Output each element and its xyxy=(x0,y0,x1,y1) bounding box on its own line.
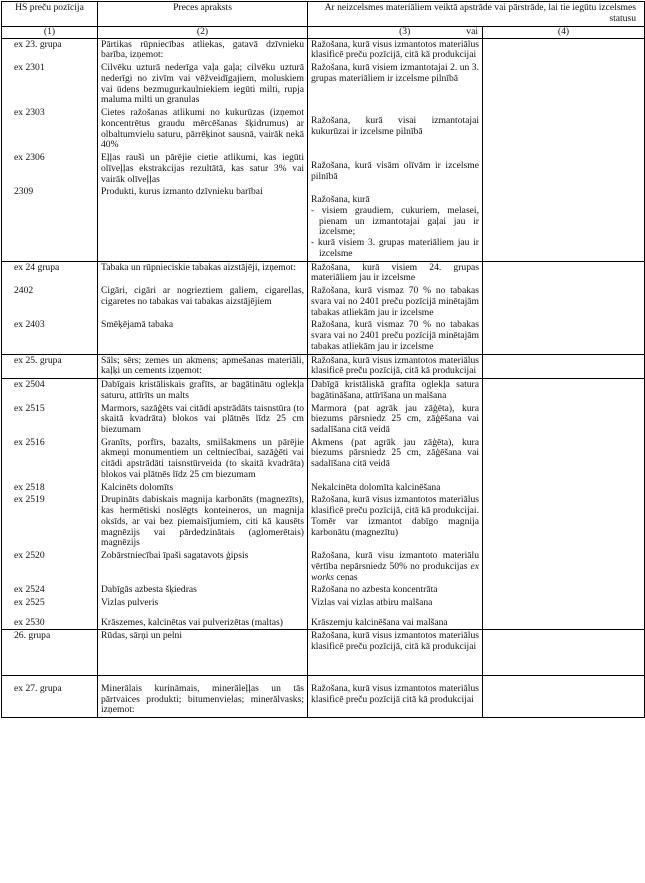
alternative-rule xyxy=(483,610,645,630)
processing-rule xyxy=(308,107,483,152)
processing-rule-item: - kurā visiem 3. grupas materiāliem jau ir izcelsme xyxy=(311,237,479,259)
processing-rule xyxy=(308,186,483,261)
table-row xyxy=(2,285,645,319)
goods-description: Rūdas, sārņi un pelni xyxy=(98,630,308,675)
processing-rule: Ražošana, kurā vismaz 70 % no tabakas svara vai no 2401 preču pozīcijā minētajām tabakas atliekām jau ir izcelsme xyxy=(308,285,483,319)
processing-rule: Marmora (pat agrāk jau zāģēta), kura biezums pārsniedz 25 cm, zāģēšana vai sadalīšana citā veidā xyxy=(308,403,483,437)
processing-rule: Ražošana, kurā visus izmantotos materiālus klasificē preču pozīcijā, citā kā produkcijai xyxy=(308,354,483,378)
goods-description: Drupināts dabiskais magnija karbonāts (magnezīts), kas hermētiski noslēgts konteineros, un magnija oksīds, ar vai bez piemaisījumiem, citi kā kausēts magnēzijs vai pārdedzinātais (aglomerētais) magnēzijs xyxy=(98,494,308,550)
processing-rule: Dabīgā kristāliskā grafīta oglekļa satura bagātināšana, attīrīšana un malšana xyxy=(308,379,483,403)
processing-rule-text: Ražošana, kurā xyxy=(311,194,370,206)
processing-rule: Krāszemju kalcinēšana vai malšana xyxy=(308,610,483,630)
hs-code: ex 2530 xyxy=(2,610,98,630)
processing-rule-text: Ražošana, kurā visu izmantoto materiālu vērtība nepārsniedz 50% no produkcijas xyxy=(311,550,479,572)
alternative-rule xyxy=(483,261,645,285)
table-row xyxy=(2,379,645,403)
goods-description: Zobārstniecībai īpaši sagatavots ģipsis xyxy=(98,550,308,584)
hs-code: ex 2303 xyxy=(2,107,98,152)
alternative-rule xyxy=(483,584,645,597)
goods-description: Tabaka un rūpnieciskie tabakas aizstājēji, izņemot: xyxy=(98,261,308,285)
processing-rule: Ražošana, kurā visus izmantotos materiālus klasificē preču pozīcijā citā kā produkcijai xyxy=(308,675,483,717)
table-row xyxy=(2,675,645,717)
table-row xyxy=(2,186,645,261)
goods-description: Cietes ražošanas atlikumi no kukurūzas (izņemot koncentrētus graudu mērcēšanas šķidrumus) ar olbaltumvielu saturu, pārrēķinot sausnā, vairāk nekā 40% xyxy=(98,107,308,152)
hs-code: 2309 xyxy=(2,186,98,261)
hs-code: ex 2524 xyxy=(2,584,98,597)
table-row xyxy=(2,107,645,152)
table-row xyxy=(2,597,645,610)
processing-rule: Ražošana no azbesta koncentrāta xyxy=(308,584,483,597)
processing-rule: Ražošana, kurā visiem izmantotajai 2. un 3. grupas materiāliem ir izcelsme pilnībā xyxy=(308,62,483,107)
table-row xyxy=(2,437,645,482)
alternative-rule xyxy=(483,354,645,378)
processing-rule-text: Ražošana, kurā visām olīvām ir izcelsme pilnībā xyxy=(311,160,479,182)
processing-rule: Vizlas vai vizlas atbiru malšana xyxy=(308,597,483,610)
table-row xyxy=(2,38,645,62)
table-row xyxy=(2,403,645,437)
processing-rule-item: - visiem graudiem, cukuriem, melasei, pienam un izmantotajai gaļai jau ir izcelsme; xyxy=(311,205,479,238)
goods-description: Minerālais kurināmais, minerāleļļas un tās pārtvaices produkti; bitumenvielas; minerālvasks; izņemot: xyxy=(98,675,308,717)
processing-rule: Ražošana, kurā visus izmantotos materiālus klasificē preču pozīcijā, citā kā produkcijai. Tomēr var izmantot dabīgo magnija karbonātu (magnezītu) xyxy=(308,494,483,550)
table-row xyxy=(2,494,645,550)
alternative-rule xyxy=(483,630,645,675)
ex-works-term: ex works xyxy=(311,560,479,583)
alternative-rule xyxy=(483,379,645,403)
goods-description: Smēķējamā tabaka xyxy=(98,319,308,354)
hs-code: ex 27. grupa xyxy=(2,675,98,717)
table-row xyxy=(2,630,645,675)
goods-description: Marmors, sazāģēts vai citādi apstrādāts taisnstūra (to skaitā kvadrāta) blokos vai plātnēs līdz 25 cm biezumam xyxy=(98,403,308,437)
column-or-label: vai xyxy=(466,26,478,37)
table-row xyxy=(2,319,645,354)
alternative-rule xyxy=(483,152,645,186)
alternative-rule xyxy=(483,285,645,319)
table-row xyxy=(2,62,645,107)
hs-code: ex 24 grupa xyxy=(2,261,98,285)
goods-description: Sāls; sērs; zemes un akmens; apmešanas materiāli, kaļķi un cements izņemot: xyxy=(98,354,308,378)
goods-description: Cilvēku uzturā nederīga vaļa gaļa; cilvēku uzturā nederīgi no zivīm vai vēžveidīgajiem, moluskiem vai ūdens bezmugurkaulniekiem iegūti milti, rupja maluma milti un granulas xyxy=(98,62,308,107)
hs-code: ex 2301 xyxy=(2,62,98,107)
table-row xyxy=(2,261,645,285)
hs-code: ex 2518 xyxy=(2,482,98,495)
goods-description: Dabīgais kristāliskais grafīts, ar bagātinātu oglekļa saturu, attīrīts un malts xyxy=(98,379,308,403)
alternative-rule xyxy=(483,482,645,495)
goods-description: Eļļas rauši un pārējie cietie atlikumi, kas iegūti olīveļļas ekstrakcijas rezultātā, kas satur 3% vai vairāk olīveļļas xyxy=(98,152,308,186)
alternative-rule xyxy=(483,550,645,584)
processing-rule xyxy=(308,152,483,186)
hs-code: 2402 xyxy=(2,285,98,319)
goods-description: Granīts, porfīrs, bazalts, smilšakmens un pārējie akmeņi monumentiem un celtniecībai, sazāģēti vai citādi apstrādāti taisnstūrveida (to skaitā kvadrāta) blokos vai plātnēs līdz 25 cm biezumam xyxy=(98,437,308,482)
processing-rule xyxy=(308,550,483,584)
column-number-2: (2) xyxy=(98,27,308,39)
hs-code: ex 23. grupa xyxy=(2,38,98,62)
hs-code: ex 2525 xyxy=(2,597,98,610)
rules-of-origin-table xyxy=(1,1,645,718)
goods-description: Krāszemes, kalcinētas vai pulverizētas (maltas) xyxy=(98,610,308,630)
processing-rule: Akmens (pat agrāk jau zāģēta), kura biezums pārsniedz 25 cm, zāģēšana vai sadalīšana citā veidā xyxy=(308,437,483,482)
alternative-rule xyxy=(483,38,645,62)
hs-code: ex 2520 xyxy=(2,550,98,584)
alternative-rule xyxy=(483,403,645,437)
processing-rule: Ražošana, kurā visus izmantotos materiālus klasificē preču pozīcijā, citā kā produkcijai xyxy=(308,630,483,675)
processing-rule-text-end: cenas xyxy=(333,571,358,583)
header-goods-description: Preces apraksts xyxy=(98,2,308,27)
processing-rule: Ražošana, kurā vismaz 70 % no tabakas svara vai no 2401 preču pozīcijā minētajām tabakas atliekām jau ir izcelsme xyxy=(308,319,483,354)
column-number-4: (4) xyxy=(483,27,645,39)
goods-description: Cigāri, cigāri ar nogrieztiem galiem, cigarellas, cigaretes no tabakas vai tabakas aizstājējiem xyxy=(98,285,308,319)
column-number-1: (1) xyxy=(2,27,98,39)
processing-rule: Nekalcinēta dolomīta kalcinēšana xyxy=(308,482,483,495)
alternative-rule xyxy=(483,597,645,610)
alternative-rule xyxy=(483,437,645,482)
processing-rule: Ražošana, kurā visiem 24. grupas materiāliem jau ir izcelsme xyxy=(308,261,483,285)
alternative-rule xyxy=(483,186,645,261)
hs-code: ex 2515 xyxy=(2,403,98,437)
table-row xyxy=(2,584,645,597)
processing-rule: Ražošana, kurā visus izmantotos materiālus klasificē preču pozīcijā, citā kā produkcijai xyxy=(308,38,483,62)
table-row xyxy=(2,354,645,378)
table-row xyxy=(2,610,645,630)
hs-code: ex 2306 xyxy=(2,152,98,186)
table-row xyxy=(2,152,645,186)
goods-description: Kalcinēts dolomīts xyxy=(98,482,308,495)
alternative-rule xyxy=(483,107,645,152)
column-number-3 xyxy=(308,27,483,39)
hs-code: 26. grupa xyxy=(2,630,98,675)
alternative-rule xyxy=(483,319,645,354)
hs-code: ex 2403 xyxy=(2,319,98,354)
header-hs-position: HS preču pozīcija xyxy=(2,2,98,27)
hs-code: ex 2519 xyxy=(2,494,98,550)
header-processing-required: Ar neizcelsmes materiāliem veiktā apstrāde vai pārstrāde, lai tie iegūtu izcelsmes statusu xyxy=(308,2,645,27)
processing-rule-text: Ražošana, kurā visai izmantotajai kukurūzai ir izcelsme pilnībā xyxy=(311,115,479,137)
table-row xyxy=(2,482,645,495)
hs-code: ex 25. grupa xyxy=(2,354,98,378)
goods-description: Dabīgās azbesta šķiedras xyxy=(98,584,308,597)
hs-code: ex 2516 xyxy=(2,437,98,482)
alternative-rule xyxy=(483,494,645,550)
hs-code: ex 2504 xyxy=(2,379,98,403)
table-row xyxy=(2,550,645,584)
alternative-rule xyxy=(483,62,645,107)
goods-description: Produkti, kurus izmanto dzīvnieku barībai xyxy=(98,186,308,261)
column-number-3-label: (3) xyxy=(399,26,411,37)
alternative-rule xyxy=(483,675,645,717)
goods-description: Pārtikas rūpniecības atliekas, gatavā dzīvnieku barība, izņemot: xyxy=(98,38,308,62)
goods-description: Vizlas pulveris xyxy=(98,597,308,610)
